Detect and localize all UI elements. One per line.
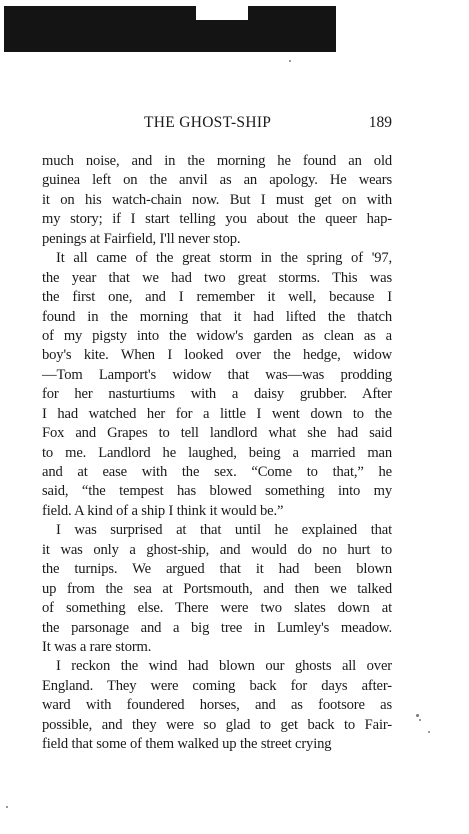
text-line: I was surprised at that until he explained that (56, 522, 392, 539)
running-head: THE GHOST-SHIP (144, 114, 272, 131)
page-number: 189 (368, 114, 392, 131)
text-line: Fox and Grapes to tell landlord what she had said (42, 425, 392, 442)
text-line: the turnips. We argued that it had been blown (42, 561, 392, 578)
text-line: field. A kind of a ship I think it would be.” (42, 502, 284, 519)
text-line: field that some of them walked up the street crying (42, 736, 332, 753)
text-line: possible, and they were so glad to get back to Fair- (42, 716, 392, 733)
paragraph (42, 249, 392, 521)
paragraph (42, 521, 392, 657)
text-line: up from the sea at Portsmouth, and then we talked (42, 580, 392, 597)
paragraph (42, 657, 392, 754)
text-line: guinea left on the anvil as an apology. He wears (42, 172, 392, 189)
text-line: said, “the tempest has blowed something into my (42, 483, 392, 500)
text-line: I had watched her for a little I went down to the (42, 405, 392, 422)
text-line: It was a rare storm. (42, 638, 152, 655)
text-line: my story; if I start telling you about the queer hap- (42, 211, 392, 228)
page-header (42, 114, 392, 134)
scan-notch (196, 6, 248, 20)
text-line: the year that we had two great storms. This was (42, 269, 392, 286)
scan-speck (419, 719, 421, 721)
text-line: much noise, and in the morning he found an old (42, 153, 392, 169)
text-line: to me. Landlord he laughed, being a married man (42, 444, 392, 461)
text-line: it on his watch-chain now. But I must get on with (42, 191, 392, 208)
text-line: the parsonage and a big tree in Lumley's meadow. (42, 619, 392, 636)
text-line: penings at Fairfield, I'll never stop. (42, 230, 241, 247)
text-line: the first one, and I remember it well, because I (42, 289, 392, 306)
scan-speck (289, 60, 291, 62)
text-line: It all came of the great storm in the spring of '97, (56, 250, 392, 267)
text-line: found in the morning that it had lifted the thatch (42, 308, 392, 325)
text-line: —Tom Lamport's widow that was—was prodding (42, 366, 392, 383)
body-text (42, 152, 392, 755)
text-line: England. They were coming back for days after- (42, 677, 392, 694)
text-line: ward with foundered horses, and as footsore as (42, 697, 392, 714)
scan-speck (428, 731, 430, 733)
scan-speck (416, 714, 419, 717)
text-line: of my pigsty into the widow's garden as clean as a (42, 327, 392, 344)
scan-black-bar (4, 6, 336, 52)
scan-speck (6, 806, 8, 808)
text-line: I reckon the wind had blown our ghosts all over (56, 658, 392, 675)
text-line: and at ease with the sex. “Come to that,” he (42, 464, 392, 480)
paragraph (42, 152, 392, 249)
text-line: for her nasturtiums with a daisy grubber. After (42, 386, 392, 403)
text-line: it was only a ghost-ship, and would do no hurt to (42, 541, 392, 558)
text-line: of something else. There were two slates down at (42, 600, 392, 617)
text-line: boy's kite. When I looked over the hedge, widow (42, 347, 392, 364)
